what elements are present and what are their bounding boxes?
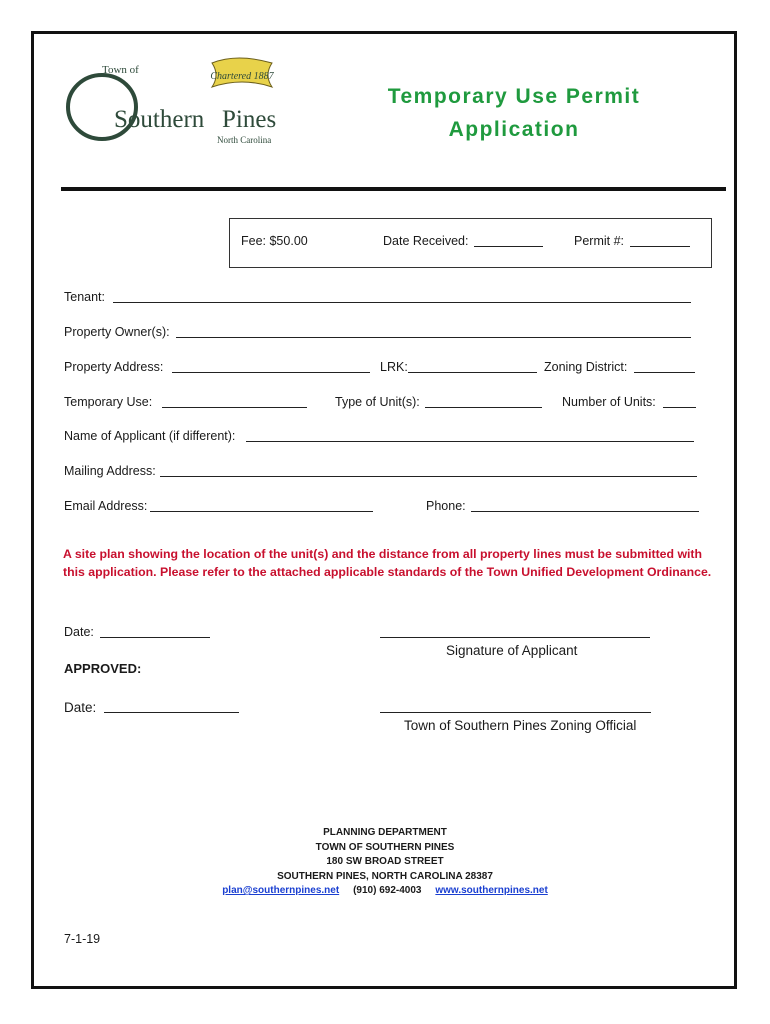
number-of-units-label: Number of Units: <box>562 395 656 409</box>
applicant-signature-field[interactable] <box>380 637 650 638</box>
site-plan-notice: A site plan showing the location of the unit(s) and the distance from all property lines must be submitted with this application. Please refer to the attached applicable standards of the Town Unified Development Ordinance. <box>63 547 712 579</box>
fee-label: Fee: $50.00 <box>241 234 308 248</box>
official-signature-label: Town of Southern Pines Zoning Official <box>404 718 637 733</box>
logo-ribbon-text: Chartered 1887 <box>210 71 274 82</box>
phone-label: Phone: <box>426 499 466 513</box>
number-of-units-field[interactable] <box>663 407 696 408</box>
footer-street: 180 SW BROAD STREET <box>326 856 444 867</box>
footer-website-link[interactable]: www.southernpines.net <box>435 885 548 896</box>
property-owner-label: Property Owner(s): <box>64 325 170 339</box>
logo-town-of: Town of <box>102 64 139 76</box>
footer-city: SOUTHERN PINES, NORTH CAROLINA 28387 <box>277 870 493 882</box>
approval-date-field[interactable] <box>104 712 239 713</box>
temporary-use-label: Temporary Use: <box>64 395 153 409</box>
page-title <box>334 80 694 146</box>
official-signature-field[interactable] <box>380 712 651 713</box>
email-address-field[interactable] <box>150 511 373 512</box>
revision-date: 7-1-19 <box>64 932 101 946</box>
applicant-date-field[interactable] <box>100 637 210 638</box>
department-footer <box>190 826 580 899</box>
permit-number-field[interactable] <box>630 246 690 247</box>
mailing-address-label: Mailing Address: <box>64 464 156 478</box>
tenant-field[interactable] <box>113 302 691 303</box>
footer-department: PLANNING DEPARTMENT <box>323 827 447 838</box>
applicant-name-field[interactable] <box>246 441 694 442</box>
approved-label: APPROVED: <box>64 661 142 676</box>
zoning-district-label: Zoning District: <box>544 360 628 374</box>
footer-email-link[interactable]: plan@southernpines.net <box>222 885 340 896</box>
permit-number-label: Permit #: <box>574 234 625 248</box>
footer-contact <box>190 884 580 899</box>
header-divider <box>61 187 726 191</box>
title-line-2: Application <box>448 118 580 141</box>
approval-date-label: Date: <box>64 700 97 715</box>
mailing-address-field[interactable] <box>160 476 697 477</box>
email-address-label: Email Address: <box>64 499 148 513</box>
tenant-label: Tenant: <box>64 290 106 304</box>
logo-state: North Carolina <box>217 135 272 145</box>
footer-town: TOWN OF SOUTHERN PINES <box>315 841 455 853</box>
property-address-label: Property Address: <box>64 360 164 374</box>
property-address-field[interactable] <box>172 372 370 373</box>
applicant-date-label: Date: <box>64 625 94 639</box>
logo-pines: Pines <box>222 106 277 133</box>
phone-field[interactable] <box>471 511 699 512</box>
title-line-1: Temporary Use Permit <box>387 85 641 108</box>
property-owner-field[interactable] <box>176 337 691 338</box>
logo-southern: Southern <box>114 106 205 133</box>
type-of-units-field[interactable] <box>425 407 542 408</box>
town-logo <box>62 55 282 150</box>
temporary-use-field[interactable] <box>162 407 307 408</box>
lrk-field[interactable] <box>408 372 537 373</box>
applicant-signature-label: Signature of Applicant <box>446 643 578 658</box>
footer-phone: (910) 692-4003 <box>353 885 422 896</box>
applicant-name-label: Name of Applicant (if different): <box>64 429 236 443</box>
date-received-label: Date Received: <box>383 234 469 248</box>
type-of-units-label: Type of Unit(s): <box>335 395 420 409</box>
lrk-label: LRK: <box>380 360 408 374</box>
zoning-district-field[interactable] <box>634 372 695 373</box>
date-received-field[interactable] <box>474 246 543 247</box>
